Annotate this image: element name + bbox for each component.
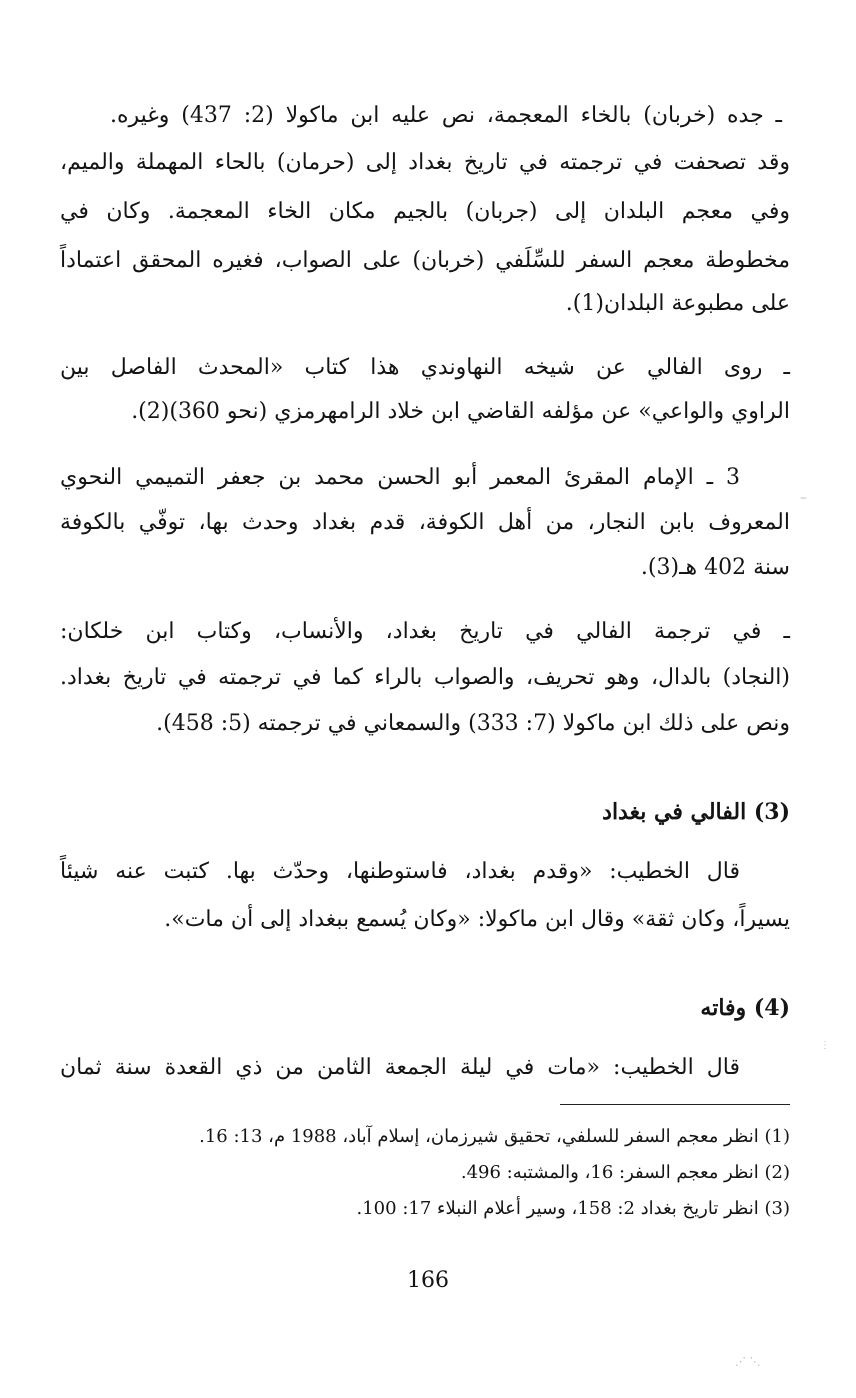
text-line: ونص على ذلك ابن ماكولا (7: 333) والسمعاني في ترجمته (5: 458). [156,711,790,736]
footnote: (2) انظر معجم السفر: 16، والمشتبه: 496. [460,1162,790,1183]
text-line: ـ في ترجمة الفالي في تاريخ بغداد، والأنساب، وكتاب ابن خلكان: [60,619,790,644]
page-number: 166 [407,1268,449,1293]
text-line: قال الخطيب: «مات في ليلة الجمعة الثامن من ذي القعدة سنة ثمان [60,1055,740,1080]
footnote-divider [560,1104,790,1105]
text-line: يسيراً، وكان ثقة» وقال ابن ماكولا: «وكان يُسمع ببغداد إلى أن مات». [164,907,790,932]
text-line: قال الخطيب: «وقدم بغداد، فاستوطنها، وحدّث بها. كتبت عنه شيئاً [60,859,740,884]
section-heading: (3) الفالي في بغداد [602,799,790,825]
text-line: على مطبوعة البلدان(1). [565,291,790,316]
text-line: وفي معجم البلدان إلى (جربان) بالجيم مكان الخاء المعجمة. وكان في [60,199,790,224]
scan-mark: ⋰ ⋱ [735,1355,761,1368]
text-line: (النجاد) بالدال، وهو تحريف، والصواب بالراء كما في ترجمته في تاريخ بغداد. [60,665,790,690]
footnote: (3) انظر تاريخ بغداد 2: 158، وسير أعلام النبلاء 17: 100. [356,1198,790,1219]
text-line: مخطوطة معجم السفر للسِّلَفي (خربان) على الصواب، فغيره المحقق اعتماداً [60,248,790,273]
scan-mark: – [800,490,807,506]
text-line: وقد تصحفت في ترجمته في تاريخ بغداد إلى (حرمان) بالحاء المهملة والميم، [60,150,790,175]
footnote: (1) انظر معجم السفر للسلفي، تحقيق شيرزمان، إسلام آباد، 1988 م، 13: 16. [199,1126,790,1147]
scan-mark: ⋮ [820,1040,830,1051]
text-line: الراوي والواعي» عن مؤلفه القاضي ابن خلاد الرامهرمزي (نحو 360)(2). [131,399,790,424]
text-line: ـ جده (خربان) بالخاء المعجمة، نص عليه ابن ماكولا (2: 437) وغيره. [110,103,782,128]
text-line: سنة 402 هـ(3). [640,555,790,580]
section-heading: (4) وفاته [700,995,790,1021]
text-line: المعروف بابن النجار، من أهل الكوفة، قدم بغداد وحدث بها، توفّي بالكوفة [60,510,790,535]
text-line: 3 ـ الإمام المقرئ المعمر أبو الحسن محمد بن جعفر التميمي النحوي [60,465,740,490]
text-line: ـ روى الفالي عن شيخه النهاوندي هذا كتاب «المحدث الفاصل بين [60,355,790,380]
